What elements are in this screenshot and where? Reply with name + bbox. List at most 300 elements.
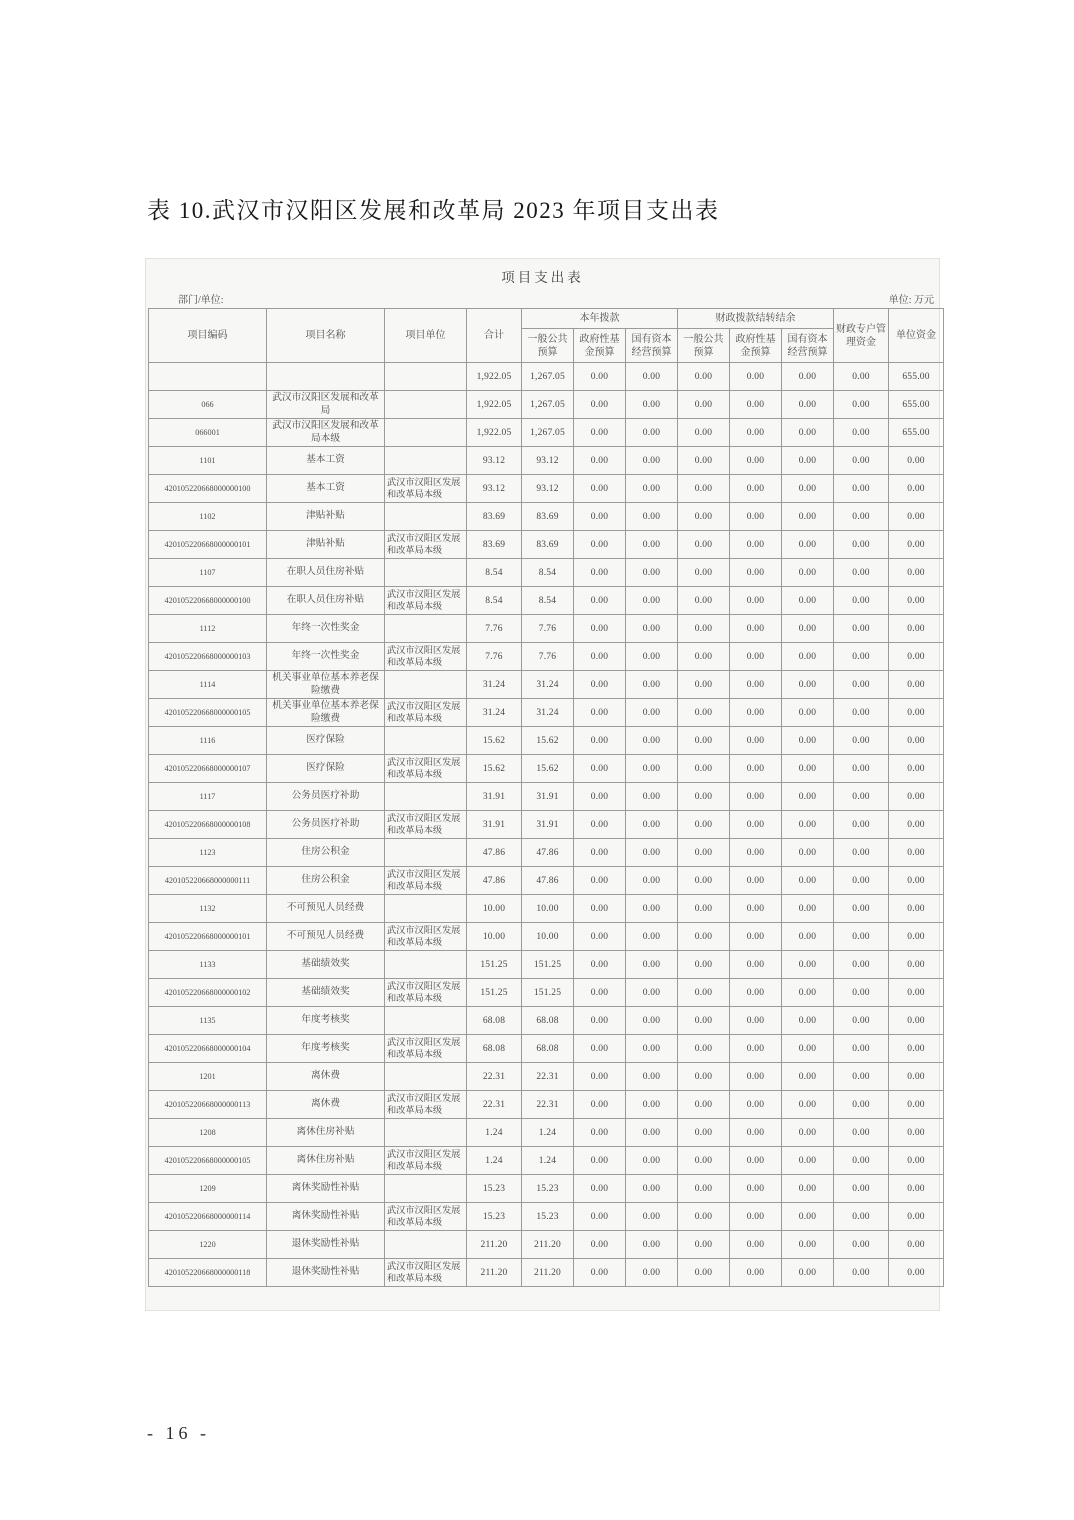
cell-cy-state-capital: 0.00	[626, 475, 678, 503]
meta-department-label: 部门/单位:	[178, 295, 224, 306]
cell-co-general-public: 0.00	[678, 1091, 730, 1119]
cell-co-state-capital: 0.00	[782, 951, 834, 979]
cell-cy-general-public: 31.91	[522, 811, 574, 839]
cell-project-unit: 武汉市汉阳区发展和改革局本级	[385, 531, 467, 559]
cell-cy-general-public: 10.00	[522, 923, 574, 951]
cell-special-account: 0.00	[834, 1259, 889, 1287]
cell-special-account: 0.00	[834, 699, 889, 727]
cell-co-general-public: 0.00	[678, 811, 730, 839]
table-row	[149, 699, 944, 727]
cell-co-general-public: 0.00	[678, 755, 730, 783]
cell-cy-general-public: 22.31	[522, 1063, 574, 1091]
cell-co-state-capital: 0.00	[782, 1203, 834, 1231]
cell-co-general-public: 0.00	[678, 1231, 730, 1259]
cell-cy-general-public: 31.24	[522, 671, 574, 699]
cell-unit-funds: 0.00	[889, 867, 944, 895]
cell-unit-funds: 0.00	[889, 923, 944, 951]
cell-unit-funds: 0.00	[889, 671, 944, 699]
cell-cy-govt-fund: 0.00	[574, 979, 626, 1007]
cell-co-general-public: 0.00	[678, 419, 730, 447]
cell-unit-funds: 0.00	[889, 615, 944, 643]
cell-cy-general-public: 31.91	[522, 783, 574, 811]
cell-co-govt-fund: 0.00	[730, 783, 782, 811]
header-special-account: 财政专户管理资金	[834, 309, 889, 363]
cell-project-name: 年终一次性奖金	[267, 615, 385, 643]
cell-cy-state-capital: 0.00	[626, 1035, 678, 1063]
cell-cy-govt-fund: 0.00	[574, 1035, 626, 1063]
table-row	[149, 531, 944, 559]
cell-unit-funds: 0.00	[889, 783, 944, 811]
cell-cy-state-capital: 0.00	[626, 783, 678, 811]
cell-project-unit	[385, 391, 467, 419]
cell-cy-state-capital: 0.00	[626, 447, 678, 475]
cell-unit-funds: 0.00	[889, 503, 944, 531]
cell-co-general-public: 0.00	[678, 1119, 730, 1147]
cell-total: 1,922.05	[467, 391, 522, 419]
table-row	[149, 895, 944, 923]
cell-co-govt-fund: 0.00	[730, 1007, 782, 1035]
table-row	[149, 643, 944, 671]
cell-total: 31.24	[467, 699, 522, 727]
cell-unit-funds: 0.00	[889, 1259, 944, 1287]
expenditure-table	[148, 308, 944, 1287]
cell-total: 8.54	[467, 559, 522, 587]
cell-total: 15.62	[467, 727, 522, 755]
cell-cy-state-capital: 0.00	[626, 839, 678, 867]
cell-co-state-capital: 0.00	[782, 867, 834, 895]
header-government-fund-budget: 政府性基金预算	[730, 329, 782, 363]
cell-project-unit: 武汉市汉阳区发展和改革局本级	[385, 1091, 467, 1119]
cell-cy-general-public: 47.86	[522, 839, 574, 867]
cell-co-govt-fund: 0.00	[730, 615, 782, 643]
cell-unit-funds: 0.00	[889, 1119, 944, 1147]
cell-cy-state-capital: 0.00	[626, 615, 678, 643]
cell-co-govt-fund: 0.00	[730, 1147, 782, 1175]
cell-total: 83.69	[467, 503, 522, 531]
cell-co-state-capital: 0.00	[782, 559, 834, 587]
cell-cy-state-capital: 0.00	[626, 979, 678, 1007]
cell-project-name: 在职人员住房补贴	[267, 559, 385, 587]
cell-project-name: 在职人员住房补贴	[267, 587, 385, 615]
cell-co-state-capital: 0.00	[782, 1147, 834, 1175]
cell-cy-state-capital: 0.00	[626, 1147, 678, 1175]
cell-co-state-capital: 0.00	[782, 783, 834, 811]
cell-co-general-public: 0.00	[678, 1147, 730, 1175]
cell-co-govt-fund: 0.00	[730, 699, 782, 727]
cell-project-name: 津贴补贴	[267, 503, 385, 531]
cell-cy-general-public: 15.23	[522, 1175, 574, 1203]
cell-co-state-capital: 0.00	[782, 531, 834, 559]
cell-co-govt-fund: 0.00	[730, 1091, 782, 1119]
cell-co-general-public: 0.00	[678, 615, 730, 643]
cell-project-unit: 武汉市汉阳区发展和改革局本级	[385, 587, 467, 615]
cell-total: 15.23	[467, 1203, 522, 1231]
header-group-carryover: 财政拨款结转结余	[678, 309, 834, 329]
cell-cy-general-public: 7.76	[522, 615, 574, 643]
cell-project-unit	[385, 671, 467, 699]
cell-cy-state-capital: 0.00	[626, 1259, 678, 1287]
cell-project-unit: 武汉市汉阳区发展和改革局本级	[385, 867, 467, 895]
cell-project-name: 年度考核奖	[267, 1007, 385, 1035]
cell-cy-govt-fund: 0.00	[574, 559, 626, 587]
cell-special-account: 0.00	[834, 1007, 889, 1035]
cell-unit-funds: 0.00	[889, 811, 944, 839]
cell-cy-general-public: 1.24	[522, 1147, 574, 1175]
cell-co-govt-fund: 0.00	[730, 559, 782, 587]
cell-cy-general-public: 93.12	[522, 447, 574, 475]
cell-cy-govt-fund: 0.00	[574, 503, 626, 531]
cell-cy-govt-fund: 0.00	[574, 1203, 626, 1231]
header-government-fund-budget: 政府性基金预算	[574, 329, 626, 363]
cell-cy-state-capital: 0.00	[626, 1091, 678, 1119]
cell-special-account: 0.00	[834, 475, 889, 503]
cell-cy-govt-fund: 0.00	[574, 755, 626, 783]
cell-unit-funds: 0.00	[889, 1035, 944, 1063]
cell-project-code: 1132	[149, 895, 267, 923]
cell-project-code: 420105220668000000114	[149, 1203, 267, 1231]
cell-unit-funds: 0.00	[889, 1203, 944, 1231]
cell-special-account: 0.00	[834, 839, 889, 867]
cell-project-unit	[385, 559, 467, 587]
cell-cy-general-public: 151.25	[522, 951, 574, 979]
cell-special-account: 0.00	[834, 1231, 889, 1259]
cell-cy-state-capital: 0.00	[626, 727, 678, 755]
cell-project-unit	[385, 615, 467, 643]
cell-special-account: 0.00	[834, 1175, 889, 1203]
cell-co-general-public: 0.00	[678, 559, 730, 587]
cell-cy-general-public: 1,267.05	[522, 391, 574, 419]
cell-project-name	[267, 363, 385, 391]
cell-cy-govt-fund: 0.00	[574, 811, 626, 839]
cell-special-account: 0.00	[834, 951, 889, 979]
cell-cy-state-capital: 0.00	[626, 755, 678, 783]
cell-cy-state-capital: 0.00	[626, 419, 678, 447]
cell-cy-govt-fund: 0.00	[574, 839, 626, 867]
cell-total: 68.08	[467, 1035, 522, 1063]
cell-co-general-public: 0.00	[678, 839, 730, 867]
cell-cy-state-capital: 0.00	[626, 1203, 678, 1231]
table-row	[149, 1007, 944, 1035]
cell-project-name: 基础绩效奖	[267, 951, 385, 979]
cell-cy-general-public: 1,267.05	[522, 363, 574, 391]
cell-unit-funds: 0.00	[889, 1147, 944, 1175]
header-general-public-budget: 一般公共预算	[522, 329, 574, 363]
cell-cy-general-public: 68.08	[522, 1007, 574, 1035]
cell-co-govt-fund: 0.00	[730, 1119, 782, 1147]
cell-project-code: 1102	[149, 503, 267, 531]
cell-co-general-public: 0.00	[678, 587, 730, 615]
cell-co-govt-fund: 0.00	[730, 1175, 782, 1203]
cell-co-state-capital: 0.00	[782, 419, 834, 447]
cell-co-general-public: 0.00	[678, 391, 730, 419]
cell-cy-general-public: 15.62	[522, 727, 574, 755]
cell-cy-state-capital: 0.00	[626, 643, 678, 671]
cell-cy-general-public: 31.24	[522, 699, 574, 727]
cell-co-govt-fund: 0.00	[730, 727, 782, 755]
cell-total: 151.25	[467, 979, 522, 1007]
cell-cy-state-capital: 0.00	[626, 363, 678, 391]
cell-co-govt-fund: 0.00	[730, 1035, 782, 1063]
cell-cy-state-capital: 0.00	[626, 923, 678, 951]
cell-co-general-public: 0.00	[678, 447, 730, 475]
cell-unit-funds: 0.00	[889, 1091, 944, 1119]
table-row	[149, 951, 944, 979]
cell-special-account: 0.00	[834, 615, 889, 643]
cell-cy-govt-fund: 0.00	[574, 531, 626, 559]
cell-special-account: 0.00	[834, 923, 889, 951]
cell-cy-govt-fund: 0.00	[574, 923, 626, 951]
cell-project-code: 1135	[149, 1007, 267, 1035]
table-row	[149, 475, 944, 503]
cell-co-general-public: 0.00	[678, 1259, 730, 1287]
cell-total: 31.91	[467, 811, 522, 839]
table-row	[149, 727, 944, 755]
cell-co-general-public: 0.00	[678, 1035, 730, 1063]
cell-project-name: 医疗保险	[267, 755, 385, 783]
table-row	[149, 587, 944, 615]
cell-cy-govt-fund: 0.00	[574, 643, 626, 671]
cell-cy-state-capital: 0.00	[626, 811, 678, 839]
cell-co-govt-fund: 0.00	[730, 419, 782, 447]
cell-co-general-public: 0.00	[678, 923, 730, 951]
cell-project-code: 1114	[149, 671, 267, 699]
cell-special-account: 0.00	[834, 363, 889, 391]
cell-co-state-capital: 0.00	[782, 1035, 834, 1063]
cell-cy-general-public: 1.24	[522, 1119, 574, 1147]
cell-total: 1,922.05	[467, 419, 522, 447]
cell-co-state-capital: 0.00	[782, 1119, 834, 1147]
cell-total: 7.76	[467, 615, 522, 643]
cell-special-account: 0.00	[834, 1203, 889, 1231]
cell-special-account: 0.00	[834, 671, 889, 699]
cell-project-code: 420105220668000000101	[149, 923, 267, 951]
cell-unit-funds: 0.00	[889, 1063, 944, 1091]
cell-cy-state-capital: 0.00	[626, 1119, 678, 1147]
table-row	[149, 447, 944, 475]
cell-co-general-public: 0.00	[678, 867, 730, 895]
cell-project-code: 1208	[149, 1119, 267, 1147]
cell-project-code	[149, 363, 267, 391]
cell-total: 22.31	[467, 1063, 522, 1091]
cell-cy-govt-fund: 0.00	[574, 419, 626, 447]
cell-project-name: 公务员医疗补助	[267, 811, 385, 839]
cell-cy-state-capital: 0.00	[626, 867, 678, 895]
cell-cy-govt-fund: 0.00	[574, 1231, 626, 1259]
cell-cy-govt-fund: 0.00	[574, 895, 626, 923]
cell-project-code: 066	[149, 391, 267, 419]
cell-cy-state-capital: 0.00	[626, 671, 678, 699]
table-row	[149, 1231, 944, 1259]
cell-co-state-capital: 0.00	[782, 587, 834, 615]
cell-project-name: 基本工资	[267, 475, 385, 503]
cell-project-unit	[385, 503, 467, 531]
cell-project-name: 离休住房补贴	[267, 1147, 385, 1175]
cell-project-code: 1133	[149, 951, 267, 979]
cell-unit-funds: 655.00	[889, 363, 944, 391]
cell-total: 68.08	[467, 1007, 522, 1035]
table-row	[149, 1119, 944, 1147]
cell-co-govt-fund: 0.00	[730, 1063, 782, 1091]
cell-special-account: 0.00	[834, 419, 889, 447]
table-row	[149, 1147, 944, 1175]
cell-project-unit	[385, 951, 467, 979]
header-group-current-year: 本年拨款	[522, 309, 678, 329]
cell-project-name: 年度考核奖	[267, 1035, 385, 1063]
cell-cy-state-capital: 0.00	[626, 1231, 678, 1259]
cell-co-govt-fund: 0.00	[730, 951, 782, 979]
cell-project-name: 年终一次性奖金	[267, 643, 385, 671]
cell-unit-funds: 0.00	[889, 1007, 944, 1035]
cell-special-account: 0.00	[834, 1063, 889, 1091]
cell-unit-funds: 0.00	[889, 1231, 944, 1259]
cell-co-general-public: 0.00	[678, 531, 730, 559]
cell-project-code: 420105220668000000102	[149, 979, 267, 1007]
cell-project-code: 420105220668000000100	[149, 587, 267, 615]
cell-project-code: 1209	[149, 1175, 267, 1203]
table-scan-block	[145, 258, 940, 1311]
cell-cy-general-public: 15.62	[522, 755, 574, 783]
cell-project-unit: 武汉市汉阳区发展和改革局本级	[385, 475, 467, 503]
cell-total: 83.69	[467, 531, 522, 559]
table-row	[149, 1091, 944, 1119]
table-row	[149, 1063, 944, 1091]
cell-co-state-capital: 0.00	[782, 979, 834, 1007]
cell-cy-govt-fund: 0.00	[574, 475, 626, 503]
cell-unit-funds: 0.00	[889, 699, 944, 727]
cell-cy-state-capital: 0.00	[626, 951, 678, 979]
cell-co-govt-fund: 0.00	[730, 811, 782, 839]
table-body	[149, 363, 944, 1287]
table-row	[149, 783, 944, 811]
cell-co-govt-fund: 0.00	[730, 979, 782, 1007]
cell-special-account: 0.00	[834, 755, 889, 783]
cell-cy-general-public: 7.76	[522, 643, 574, 671]
cell-unit-funds: 0.00	[889, 727, 944, 755]
cell-co-state-capital: 0.00	[782, 1231, 834, 1259]
cell-unit-funds: 0.00	[889, 531, 944, 559]
cell-co-govt-fund: 0.00	[730, 447, 782, 475]
cell-project-unit	[385, 447, 467, 475]
cell-co-general-public: 0.00	[678, 363, 730, 391]
cell-total: 93.12	[467, 475, 522, 503]
cell-special-account: 0.00	[834, 811, 889, 839]
cell-cy-general-public: 211.20	[522, 1231, 574, 1259]
cell-project-code: 420105220668000000107	[149, 755, 267, 783]
cell-project-code: 420105220668000000108	[149, 811, 267, 839]
cell-cy-general-public: 211.20	[522, 1259, 574, 1287]
cell-total: 10.00	[467, 895, 522, 923]
table-row	[149, 503, 944, 531]
cell-co-general-public: 0.00	[678, 503, 730, 531]
cell-project-unit: 武汉市汉阳区发展和改革局本级	[385, 923, 467, 951]
cell-total: 47.86	[467, 867, 522, 895]
cell-cy-govt-fund: 0.00	[574, 1259, 626, 1287]
cell-project-name: 机关事业单位基本养老保险缴费	[267, 699, 385, 727]
cell-cy-govt-fund: 0.00	[574, 867, 626, 895]
header-project-name: 项目名称	[267, 309, 385, 363]
table-row	[149, 811, 944, 839]
cell-co-state-capital: 0.00	[782, 923, 834, 951]
cell-cy-general-public: 83.69	[522, 531, 574, 559]
cell-co-govt-fund: 0.00	[730, 531, 782, 559]
table-row	[149, 391, 944, 419]
cell-project-unit: 武汉市汉阳区发展和改革局本级	[385, 979, 467, 1007]
cell-project-unit: 武汉市汉阳区发展和改革局本级	[385, 1147, 467, 1175]
cell-project-name: 武汉市汉阳区发展和改革局	[267, 391, 385, 419]
cell-unit-funds: 0.00	[889, 643, 944, 671]
cell-co-govt-fund: 0.00	[730, 839, 782, 867]
table-title: 项目支出表	[501, 270, 584, 285]
cell-co-govt-fund: 0.00	[730, 363, 782, 391]
cell-cy-govt-fund: 0.00	[574, 587, 626, 615]
cell-cy-state-capital: 0.00	[626, 1007, 678, 1035]
cell-cy-state-capital: 0.00	[626, 503, 678, 531]
cell-project-unit	[385, 727, 467, 755]
cell-cy-govt-fund: 0.00	[574, 1119, 626, 1147]
cell-project-code: 420105220668000000113	[149, 1091, 267, 1119]
header-state-capital-budget: 国有资本经营预算	[626, 329, 678, 363]
cell-co-general-public: 0.00	[678, 1203, 730, 1231]
cell-cy-govt-fund: 0.00	[574, 1175, 626, 1203]
cell-special-account: 0.00	[834, 867, 889, 895]
header-state-capital-budget: 国有资本经营预算	[782, 329, 834, 363]
cell-total: 31.24	[467, 671, 522, 699]
cell-project-unit	[385, 419, 467, 447]
cell-project-code: 1117	[149, 783, 267, 811]
cell-cy-state-capital: 0.00	[626, 699, 678, 727]
cell-unit-funds: 0.00	[889, 475, 944, 503]
cell-project-code: 1201	[149, 1063, 267, 1091]
cell-co-general-public: 0.00	[678, 895, 730, 923]
cell-cy-general-public: 8.54	[522, 559, 574, 587]
cell-cy-general-public: 68.08	[522, 1035, 574, 1063]
cell-unit-funds: 655.00	[889, 419, 944, 447]
cell-total: 211.20	[467, 1231, 522, 1259]
cell-co-general-public: 0.00	[678, 783, 730, 811]
cell-unit-funds: 0.00	[889, 447, 944, 475]
cell-project-unit	[385, 1063, 467, 1091]
cell-co-general-public: 0.00	[678, 979, 730, 1007]
cell-total: 93.12	[467, 447, 522, 475]
cell-project-unit: 武汉市汉阳区发展和改革局本级	[385, 699, 467, 727]
cell-project-name: 离休费	[267, 1091, 385, 1119]
cell-unit-funds: 0.00	[889, 559, 944, 587]
cell-cy-general-public: 47.86	[522, 867, 574, 895]
cell-total: 47.86	[467, 839, 522, 867]
cell-co-general-public: 0.00	[678, 1175, 730, 1203]
cell-co-state-capital: 0.00	[782, 839, 834, 867]
table-row	[149, 671, 944, 699]
cell-co-general-public: 0.00	[678, 951, 730, 979]
cell-co-general-public: 0.00	[678, 1007, 730, 1035]
cell-project-unit	[385, 1231, 467, 1259]
cell-total: 15.23	[467, 1175, 522, 1203]
table-row	[149, 419, 944, 447]
cell-total: 8.54	[467, 587, 522, 615]
cell-project-unit: 武汉市汉阳区发展和改革局本级	[385, 1259, 467, 1287]
cell-total: 1,922.05	[467, 363, 522, 391]
cell-project-unit: 武汉市汉阳区发展和改革局本级	[385, 1035, 467, 1063]
cell-cy-state-capital: 0.00	[626, 559, 678, 587]
cell-co-state-capital: 0.00	[782, 503, 834, 531]
cell-cy-govt-fund: 0.00	[574, 1091, 626, 1119]
cell-project-unit: 武汉市汉阳区发展和改革局本级	[385, 643, 467, 671]
cell-project-code: 420105220668000000105	[149, 1147, 267, 1175]
table-header	[149, 309, 944, 363]
cell-unit-funds: 0.00	[889, 951, 944, 979]
cell-co-state-capital: 0.00	[782, 699, 834, 727]
cell-special-account: 0.00	[834, 1091, 889, 1119]
